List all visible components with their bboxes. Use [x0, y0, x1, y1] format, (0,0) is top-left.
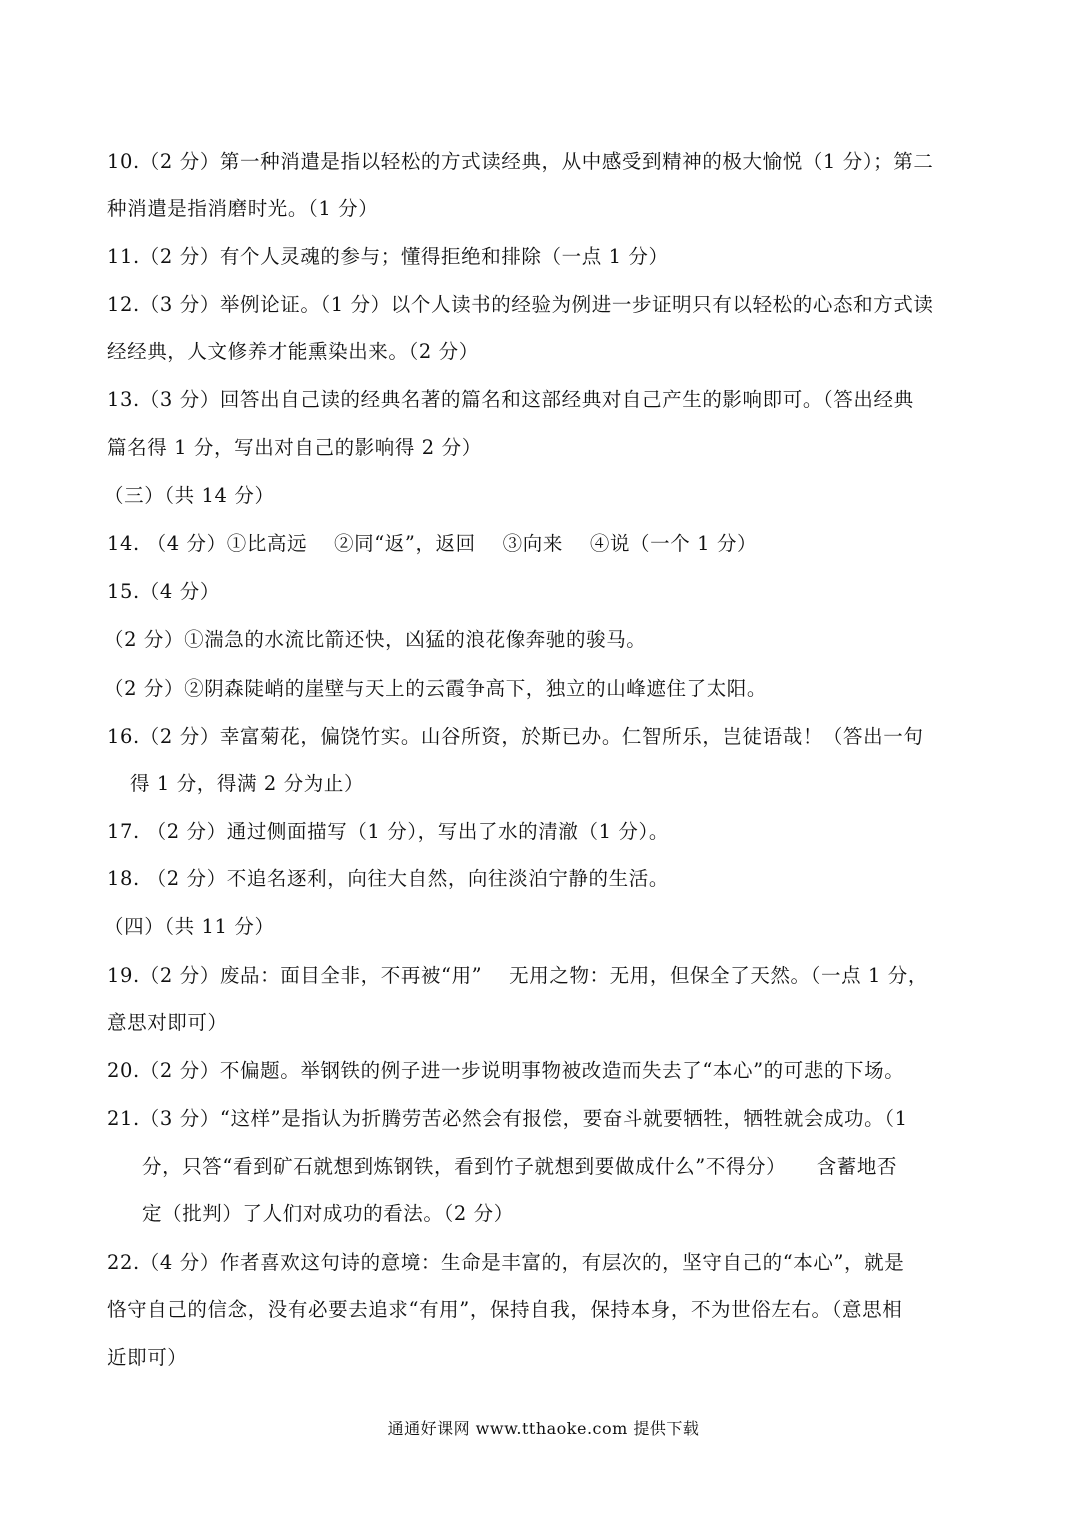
answer-22-line-2: 恪守自己的信念，没有必要去追求“有用”，保持自我，保持本身，不为世俗左右。（意思相 — [107, 1298, 903, 1321]
answer-12-line-1: 12.（3 分）举例论证。（1 分）以个人读书的经验为例进一步证明只有以轻松的心态和方式读 — [107, 293, 934, 316]
footer-download-note: 通通好课网 www.tthaoke.com 提供下载 — [387, 1419, 700, 1438]
answer-18: 18. （2 分）不追名逐利，向往大自然，向往淡泊宁静的生活。 — [107, 867, 669, 890]
answer-22-line-1: 22.（4 分）作者喜欢这句诗的意境：生命是丰富的，有层次的，坚守自己的“本心”，就是 — [107, 1251, 905, 1274]
answer-11: 11.（2 分）有个人灵魂的参与；懂得拒绝和排除（一点 1 分） — [107, 245, 669, 268]
answer-21-line-3: 定（批判）了人们对成功的看法。（2 分） — [142, 1202, 514, 1225]
answer-10-line-1: 10.（2 分）第一种消遣是指以轻松的方式读经典，从中感受到精神的极大愉悦（1 分）；第二 — [107, 150, 934, 173]
answer-17: 17. （2 分）通过侧面描写（1 分），写出了水的清澈（1 分）。 — [107, 820, 669, 843]
answer-22-line-3: 近即可） — [107, 1346, 188, 1369]
answer-15-part-1: （2 分）①湍急的水流比箭还快，凶猛的浪花像奔驰的骏马。 — [104, 628, 647, 651]
answer-12-line-2: 经经典，人文修养才能熏染出来。（2 分） — [107, 340, 479, 363]
section-3-heading: （三）（共 14 分） — [104, 484, 275, 507]
answer-19-line-2: 意思对即可） — [107, 1011, 228, 1034]
answer-16-line-1: 16.（2 分）幸富菊花，偏饶竹实。山谷所资，於斯已办。仁智所乐，岂徒语哉！（答出一句 — [107, 725, 924, 748]
answer-21-line-2: 分，只答“看到矿石就想到炼钢铁，看到竹子就想到要做成什么”不得分） 含蓄地否 — [142, 1155, 898, 1178]
answer-16-line-2: 得 1 分，得满 2 分为止） — [130, 772, 365, 795]
answer-19-line-1: 19.（2 分）废品：面目全非，不再被“用” 无用之物：无用，但保全了天然。（一点 1 分， — [107, 964, 929, 987]
answer-15-part-2: （2 分）②阴森陡峭的崖壁与天上的云霞争高下，独立的山峰遮住了太阳。 — [104, 677, 768, 700]
answer-13-line-2: 篇名得 1 分，写出对自己的影响得 2 分） — [107, 436, 482, 459]
answer-20: 20.（2 分）不偏题。举钢铁的例子进一步说明事物被改造而失去了“本心”的可悲的下场。 — [107, 1059, 905, 1082]
answer-14: 14. （4 分）①比高远 ②同“返”，返回 ③向来 ④说（一个 1 分） — [107, 532, 758, 555]
answer-21-line-1: 21.（3 分）“这样”是指认为折腾劳苦必然会有报偿，要奋斗就要牺牲，牺牲就会成功。（1 — [107, 1107, 908, 1130]
section-4-heading: （四）（共 11 分） — [104, 915, 275, 938]
answer-13-line-1: 13.（3 分）回答出自己读的经典名著的篇名和这部经典对自己产生的影响即可。（答出经典 — [107, 388, 914, 411]
answer-10-line-2: 种消遣是指消磨时光。（1 分） — [107, 197, 379, 220]
answer-15: 15.（4 分） — [107, 580, 220, 603]
